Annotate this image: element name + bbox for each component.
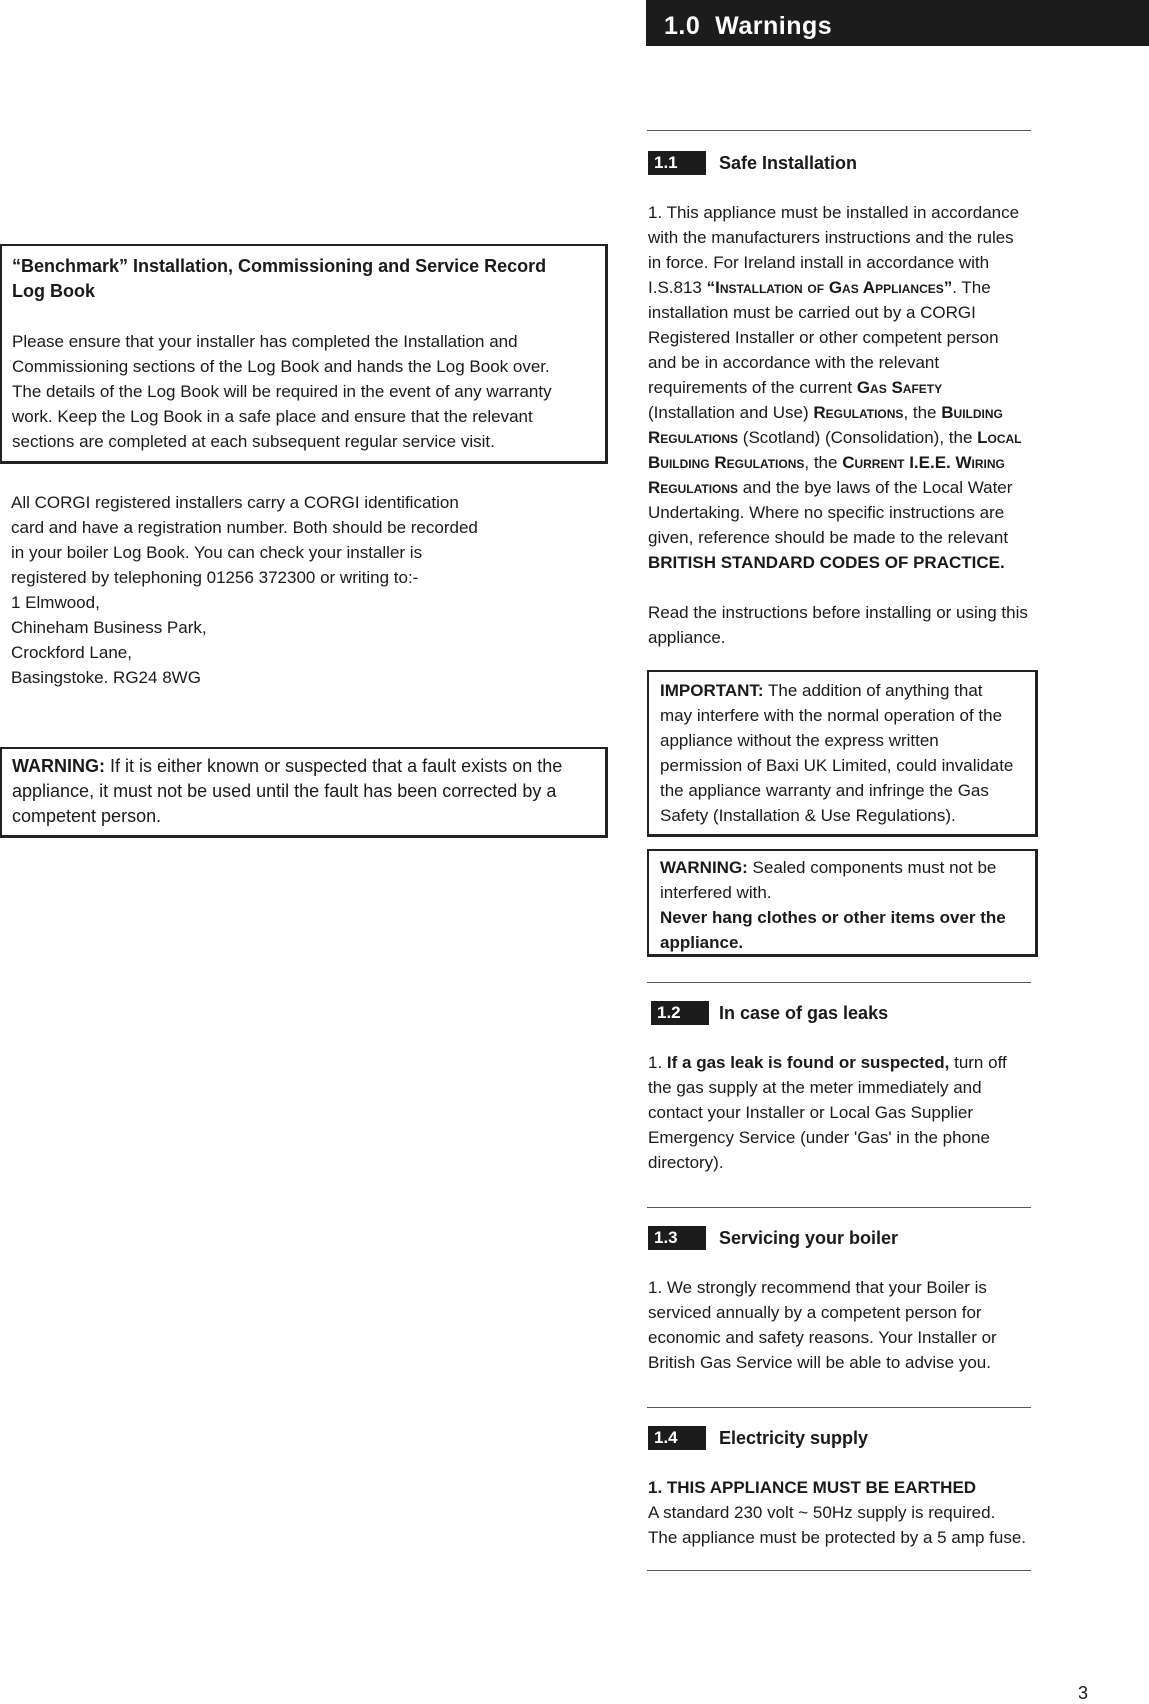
body-line: given, reference should be made to the relevant — [648, 528, 1009, 547]
fault-warning-label: WARNING: — [12, 756, 105, 776]
section-number-1-3: 1.3 — [648, 1226, 706, 1250]
body-line: 1. THIS APPLIANCE MUST BE EARTHED — [648, 1478, 977, 1497]
corgi-address-line: Chineham Business Park, — [11, 618, 207, 637]
benchmark-line: The details of the Log Book will be required in the event of any warranty — [12, 382, 552, 401]
section-header-bar — [646, 0, 1149, 46]
sealed-warning-line: Never hang clothes or other items over the — [660, 908, 1006, 927]
page-number: 3 — [1078, 1683, 1089, 1703]
important-line: Safety (Installation & Use Regulations). — [660, 806, 956, 825]
corgi-info — [11, 490, 571, 690]
fault-warning-box — [0, 747, 608, 838]
body-line: the gas supply at the meter immediately and — [648, 1078, 982, 1097]
important-label: IMPORTANT: — [660, 681, 764, 700]
sealed-warning-label: WARNING: — [660, 858, 748, 877]
body-line: 1. This appliance must be installed in accordance — [648, 203, 1020, 222]
body-line: Read the instructions before installing or using this — [648, 603, 1028, 622]
important-line: permission of Baxi UK Limited, could invalidate — [660, 756, 1014, 775]
safe-installation-body — [648, 200, 1128, 650]
body-line: directory). — [648, 1153, 724, 1172]
section-number-1-1: 1.1 — [648, 151, 706, 175]
body-line: serviced annually by a competent person for — [648, 1303, 982, 1322]
sealed-warning-box — [647, 849, 1038, 957]
gas-leaks-body — [648, 1050, 1128, 1175]
benchmark-line: Commissioning sections of the Log Book and hands the Log Book over. — [12, 357, 550, 376]
body-line: and be in accordance with the relevant — [648, 353, 940, 372]
corgi-line: registered by telephoning 01256 372300 or writing to:- — [11, 568, 419, 587]
body-line: Regulations (Scotland) (Consolidation), the Local — [648, 428, 1022, 447]
divider — [647, 130, 1031, 131]
body-line: I.S.813 “Installation of Gas Appliances”. The — [648, 278, 991, 297]
important-line: IMPORTANT: The addition of anything that — [660, 681, 983, 700]
body-line: installation must be carried out by a CORGI — [648, 303, 976, 322]
body-line: with the manufacturers instructions and the rules — [648, 228, 1014, 247]
fault-warning-line: appliance, it must not be used until the fault has been corrected by a — [12, 781, 557, 801]
body-line: (Installation and Use) Regulations, the Building — [648, 403, 1003, 422]
body-line: Regulations and the bye laws of the Local Water — [648, 478, 1013, 497]
divider — [647, 1207, 1031, 1208]
corgi-line: card and have a registration number. Both should be recorded — [11, 518, 478, 537]
benchmark-title: “Benchmark” Installation, Commissioning and Service Record Log Book — [12, 256, 547, 301]
body-line: Emergency Service (under 'Gas' in the phone — [648, 1128, 990, 1147]
servicing-body — [648, 1275, 1128, 1375]
body-line: in force. For Ireland install in accordance with — [648, 253, 990, 272]
corgi-address-line: Crockford Lane, — [11, 643, 132, 662]
sealed-warning-line: appliance. — [660, 933, 744, 952]
section-title-safe-installation: Safe Installation — [719, 153, 858, 173]
corgi-line: All CORGI registered installers carry a CORGI identification — [11, 493, 459, 512]
divider — [647, 1570, 1031, 1571]
fault-warning-line: competent person. — [12, 806, 162, 826]
body-line: A standard 230 volt ~ 50Hz supply is required. — [648, 1503, 996, 1522]
section-number-1-2: 1.2 — [651, 1001, 709, 1025]
benchmark-line: Please ensure that your installer has completed the Installation and — [12, 332, 518, 351]
section-title-gas-leaks: In case of gas leaks — [719, 1003, 889, 1023]
benchmark-box — [0, 244, 608, 464]
important-line: appliance without the express written — [660, 731, 939, 750]
important-line: may interfere with the normal operation of the — [660, 706, 1003, 725]
important-box — [647, 670, 1038, 837]
sealed-warning-line: WARNING: Sealed components must not be — [660, 858, 997, 877]
body-line: 1. If a gas leak is found or suspected, turn off — [648, 1053, 1007, 1072]
body-line: contact your Installer or Local Gas Supplier — [648, 1103, 974, 1122]
body-line: Undertaking. Where no specific instructions are — [648, 503, 1005, 522]
corgi-line: in your boiler Log Book. You can check your installer is — [11, 543, 423, 562]
section-number-1-4: 1.4 — [648, 1426, 706, 1450]
body-line: Building Regulations, the Current I.E.E. Wiring — [648, 453, 1005, 472]
benchmark-line: work. Keep the Log Book in a safe place and ensure that the relevant — [12, 407, 533, 426]
body-line: requirements of the current Gas Safety — [648, 378, 943, 397]
body-line: British Gas Service will be able to advise you. — [648, 1353, 991, 1372]
body-line: 1. We strongly recommend that your Boiler is — [648, 1278, 987, 1297]
benchmark-line: sections are completed at each subsequent regular service visit. — [12, 432, 495, 451]
divider — [647, 982, 1031, 983]
electricity-body — [648, 1475, 1138, 1550]
body-line: economic and safety reasons. Your Installer or — [648, 1328, 997, 1347]
section-title-servicing: Servicing your boiler — [719, 1228, 899, 1248]
body-line: The appliance must be protected by a 5 amp fuse. — [648, 1528, 1027, 1547]
fault-warning-line: WARNING: If it is either known or suspected that a fault exists on the — [12, 756, 563, 776]
corgi-address-line: 1 Elmwood, — [11, 593, 100, 612]
body-line: appliance. — [648, 628, 726, 647]
body-line: BRITISH STANDARD CODES OF PRACTICE. — [648, 553, 1005, 572]
body-line: Registered Installer or other competent person — [648, 328, 999, 347]
important-line: the appliance warranty and infringe the Gas — [660, 781, 989, 800]
section-header-title: 1.0 Warnings — [664, 12, 833, 40]
corgi-address-line: Basingstoke. RG24 8WG — [11, 668, 201, 687]
section-title-electricity: Electricity supply — [719, 1428, 869, 1448]
divider — [647, 1407, 1031, 1408]
sealed-warning-line: interfered with. — [660, 883, 772, 902]
